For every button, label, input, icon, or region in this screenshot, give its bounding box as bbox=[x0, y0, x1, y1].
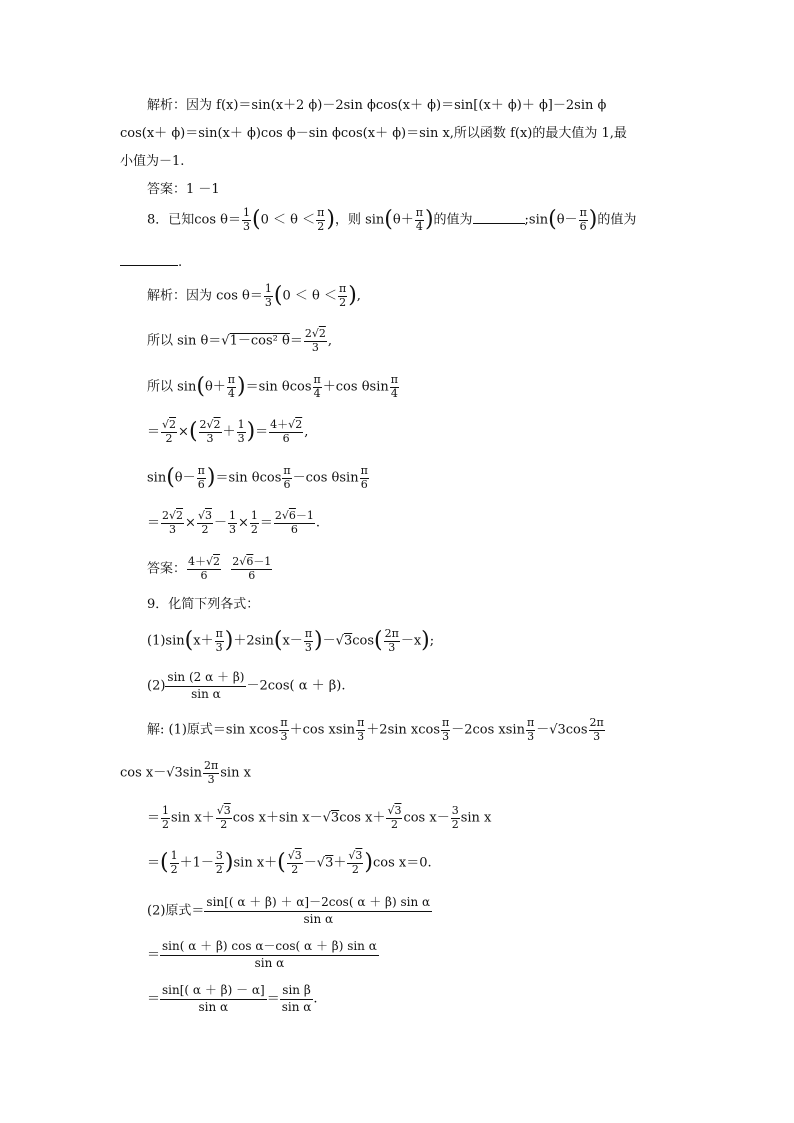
sol8-ans-label: 答案： bbox=[147, 561, 187, 577]
sol8-p1-text: 解析：因为 cos θ＝ bbox=[147, 288, 263, 304]
sol7-answer: 答案：1 －1 bbox=[147, 182, 220, 197]
sol9-line3: ＝ $\frac{1}{2}$ sin x＋ $\frac{√3}{2}$ cos x＋sin x－√3cos x＋ $\frac{√3}{2}$ cos x－ $\frac{3}{2}$ sin x bbox=[147, 804, 492, 831]
answer-blank-1[interactable] bbox=[473, 213, 525, 224]
frac: $\frac{\pi}{4}$ bbox=[415, 206, 423, 233]
q8-dot: . bbox=[178, 255, 183, 270]
sol8-p5-text: sin bbox=[147, 470, 167, 486]
sol8-answer: 答案： $\frac{4+√2}{6}$ $\frac{2√6-1}{6}$ bbox=[147, 555, 272, 582]
sol9-s2b: sin x bbox=[220, 765, 251, 781]
q8-semi: ;sin bbox=[524, 212, 549, 228]
sol8-radicand: 1－cos² θ bbox=[229, 333, 290, 349]
q8-val2: 的值为 bbox=[597, 212, 637, 228]
sol9-line1: 解: (1)原式＝sin xcos $\frac{\pi}{3}$ ＋cos xsin $\frac{\pi}{3}$ ＋2sin xcos $\frac{\pi}{3}$ －2cos xsin $\frac{\pi}{3}$ －√3cos $\frac{2\pi}{3}$ bbox=[147, 716, 604, 743]
q8-prefix: 8．已知cos θ＝ bbox=[147, 212, 242, 228]
frac: $\frac{\pi}{2}$ bbox=[317, 206, 325, 233]
sol8-p2: 所以 sin θ＝√1－cos² θ＝ $\frac{2√2}{3}$ , bbox=[147, 327, 332, 354]
sol9-line4: ＝( $\frac{1}{2}$ ＋1－ $\frac{3}{2}$ )sin x＋( $\frac{√3}{2}$ －√3＋ $\frac{√3}{2}$ )cos x＝0. bbox=[147, 849, 432, 876]
sol9-line7: ＝ $\frac{\sin[( \alpha + \beta) - \alpha]}{\text{sin α}}$ ＝ $\frac{\text{sin β}}{\text{sin α}}$ . bbox=[147, 983, 318, 1014]
sol9-s2: cos x－√3sin bbox=[120, 765, 202, 781]
sol8-p3-text: 所以 sin bbox=[147, 379, 197, 395]
answer-blank-2[interactable] bbox=[120, 255, 178, 266]
sol7-line2: cos(x＋ ϕ)＝sin(x＋ ϕ)cos ϕ－sin ϕcos(x＋ ϕ)＝sin x,所以函数 f(x)的最大值为 1,最 bbox=[120, 126, 627, 141]
sol8-p4: ＝ $\frac{√2}{2}$ ×( $\frac{2√2}{3}$ ＋ $\frac{1}{3}$ )＝ $\frac{4+√2}{6}$ , bbox=[147, 418, 309, 445]
sol9-line6: ＝ $\frac{\text{sin( α ＋ β) cos α－cos( α ＋ β) sin α}}{\text{sin α}}$ bbox=[147, 939, 377, 970]
sol9-s1e: －√3cos bbox=[536, 722, 588, 738]
sol7-line1: 解析：因为 f(x)＝sin(x＋2 ϕ)－2sin ϕcos(x＋ ϕ)＝sin[(x＋ ϕ)＋ ϕ]－2sin ϕ bbox=[147, 98, 607, 113]
q8-line1: 8．已知cos θ＝ $\frac{1}{3}$ (0 ＜ θ ＜ $\frac{\pi}{2}$ )，则 sin(θ＋ $\frac{\pi}{4}$ )的值为 ;sin(θ－ $\frac{\pi}{6}$ )的值为 bbox=[147, 206, 637, 233]
sol8-p5: sin(θ－ $\frac{\pi}{6}$ )＝sin θcos $\frac{\pi}{6}$ －cos θsin $\frac{\pi}{6}$ bbox=[147, 464, 368, 491]
frac: $\frac{1}{3}$ bbox=[243, 206, 251, 233]
sol9-s5: (2)原式＝ bbox=[147, 903, 205, 919]
frac: $\frac{\pi}{6}$ bbox=[579, 206, 587, 233]
sol9-s1c: ＋2sin xcos bbox=[366, 722, 441, 738]
sol7-line3: 小值为－1. bbox=[120, 154, 185, 169]
sol8-p5-b: ＝sin θcos bbox=[215, 470, 282, 486]
q8-val1: 的值为 bbox=[433, 212, 473, 228]
q8-line2 bbox=[120, 255, 182, 269]
sol9-line5: (2)原式＝ $\frac{\text{sin[( α ＋ β) ＋ α]－2cos( α ＋ β) sin α}}{\text{sin α}}$ bbox=[147, 895, 431, 926]
sol8-p2-text: 所以 sin θ＝√ bbox=[147, 333, 230, 349]
sol8-p6: ＝ $\frac{2√2}{3}$ × $\frac{√3}{2}$ － $\frac{1}{3}$ × $\frac{1}{2}$ ＝ $\frac{2√6-1}{6}$ . bbox=[147, 509, 321, 536]
sol9-s1b: ＋cos xsin bbox=[289, 722, 356, 738]
q8-mid: ，则 sin bbox=[334, 212, 385, 228]
q9-p2-text: (2) bbox=[147, 678, 166, 694]
q9-part1: (1)sin(x＋ $\frac{\pi}{3}$ )＋2sin(x－ $\frac{\pi}{3}$ )－√3cos( $\frac{2\pi}{3}$ －x); bbox=[147, 627, 435, 654]
sol8-p3-b: ＝sin θcos bbox=[245, 379, 312, 395]
sol8-p1: 解析：因为 cos θ＝ $\frac{1}{3}$ (0 ＜ θ ＜ $\frac{\pi}{2}$ ), bbox=[147, 282, 361, 309]
q9-part2: (2) $\frac{\sin (2 \alpha + \beta)}{\text{sin α}}$ －2cos( α ＋ β). bbox=[147, 670, 346, 701]
sol8-p3: 所以 sin(θ＋ $\frac{\pi}{4}$ )＝sin θcos $\frac{\pi}{4}$ ＋cos θsin $\frac{\pi}{4}$ bbox=[147, 373, 398, 400]
sol9-line2: cos x－√3sin $\frac{2\pi}{3}$ sin x bbox=[120, 759, 251, 786]
q9-title: 9．化简下列各式： bbox=[147, 597, 260, 612]
sol8-p3-c: ＋cos θsin bbox=[322, 379, 389, 395]
sol8-p5-c: －cos θsin bbox=[292, 470, 359, 486]
sol9-s1: 解: (1)原式＝sin xcos bbox=[147, 722, 279, 738]
q9-p1-text: (1)sin bbox=[147, 633, 185, 649]
sol9-s1d: －2cos xsin bbox=[451, 722, 525, 738]
